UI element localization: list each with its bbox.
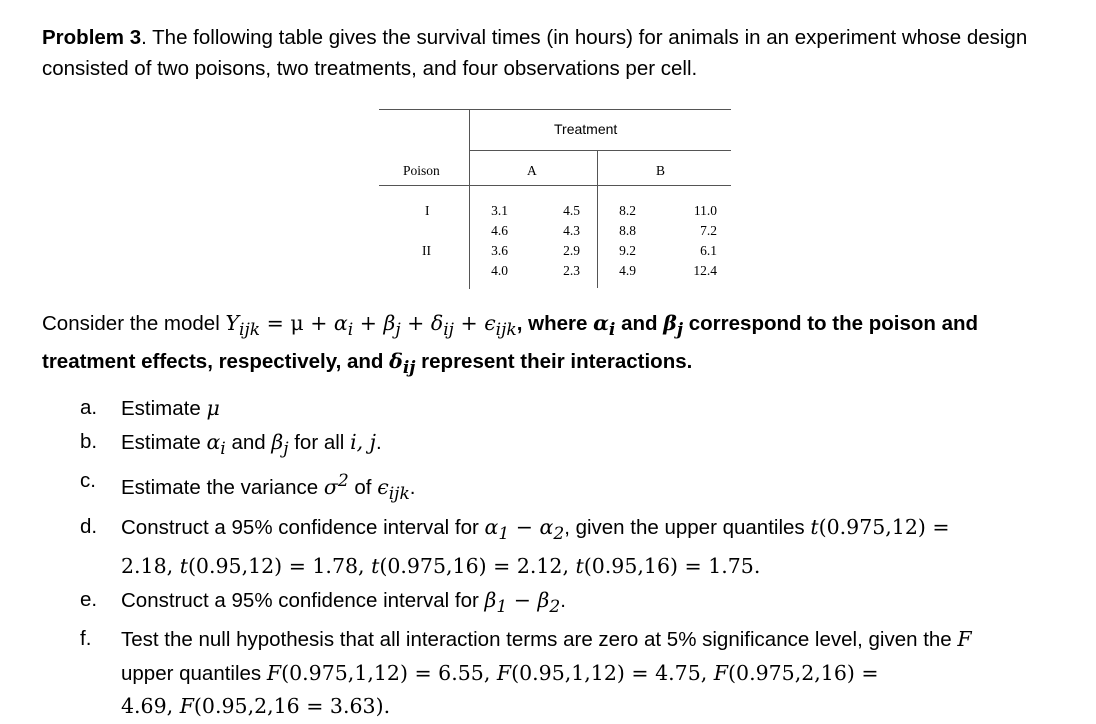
table-cell: 7.2	[700, 223, 717, 238]
beta-difference: $\beta_1 - \beta_2$	[484, 587, 561, 617]
quantile-text: (0.95,16) = 1.75.	[583, 554, 761, 579]
problem-heading: Problem 3	[42, 26, 142, 49]
table-left-rule	[469, 109, 470, 289]
quantile-text: (0.95,12) = 1.78,	[187, 554, 372, 579]
f-symbol: F	[957, 627, 972, 652]
question-text: of	[348, 475, 378, 499]
quantile-text: 4.69,	[121, 694, 180, 719]
table-cell: 11.0	[693, 203, 717, 218]
model-text: , where	[516, 312, 594, 335]
problem-intro	[42, 22, 1052, 84]
survival-table	[379, 109, 731, 289]
model-text: correspond to the poison and treatment effects, respectively, and	[42, 312, 979, 374]
alpha-i: $\alpha_i$	[206, 429, 226, 459]
quantile-text: (0.975,1,12) = 6.55,	[281, 660, 497, 685]
table-cell: 12.4	[693, 263, 717, 278]
question-text: upper quantiles	[121, 661, 267, 685]
beta-j: $\beta_j$	[271, 429, 289, 459]
table-cell: 3.1	[491, 203, 508, 218]
table-cell: 2.9	[563, 243, 580, 258]
question-text: Estimate	[121, 430, 207, 454]
quantile-text: (0.975,16) = 2.12,	[379, 554, 576, 579]
table-cell: 4.0	[491, 263, 508, 278]
epsilon-ijk: $\epsilon_{ijk}$	[377, 474, 410, 505]
question-text: Construct a 95% confidence interval for	[121, 588, 485, 612]
question-f	[80, 623, 1070, 724]
question-label: f.	[80, 627, 92, 651]
question-text: Estimate	[121, 397, 207, 420]
delta-ij: $\delta_{ij}$	[389, 349, 416, 379]
quantile-text: (0.95,2,16 = 3.63).	[193, 694, 391, 719]
alpha-difference: $\alpha_1 - \alpha_2$	[484, 514, 565, 544]
t-quantile: t	[810, 514, 819, 539]
quantile-text: (0.975,2,16) =	[728, 660, 879, 685]
question-text: and	[225, 430, 272, 454]
table-cell: 3.6	[491, 243, 508, 258]
model-text: and	[615, 312, 664, 335]
quantile-text: 2.18,	[121, 554, 180, 579]
question-b: b. Estimate $\alpha_i$ and $\beta_j$ for all i, j.	[80, 426, 1070, 466]
question-list	[80, 392, 1070, 724]
beta-j: $\beta_j$	[663, 311, 684, 341]
index-ij: i, j	[350, 429, 377, 454]
t-quantile: t	[179, 554, 188, 579]
table-cell: 8.2	[619, 203, 636, 218]
question-label: e.	[80, 587, 98, 611]
t-quantile: t	[371, 554, 380, 579]
treatment-rule	[469, 150, 731, 151]
question-label: c.	[80, 469, 96, 493]
table-cell: 4.3	[563, 223, 580, 238]
treatment-b-header: B	[656, 163, 666, 178]
question-label: b.	[80, 429, 98, 453]
model-description	[42, 308, 1052, 384]
header-bottom-rule	[379, 185, 731, 186]
treatment-header: Treatment	[554, 121, 618, 137]
quantile-text: (0.975,12) =	[818, 514, 950, 539]
poison-header: Poison	[403, 163, 440, 178]
f-quantile: F	[266, 660, 282, 685]
model-text: represent their interactions.	[415, 350, 693, 374]
quantile-text: (0.95,1,12) = 4.75,	[511, 660, 714, 685]
poison-label: II	[422, 243, 431, 258]
question-d	[80, 511, 1070, 584]
question-text: for all	[288, 430, 351, 454]
table-cell: 4.6	[491, 223, 508, 238]
question-c: c. Estimate the variance $\sigma^2$ of $\epsilon_{ijk}$.	[80, 465, 1070, 510]
table-cell: 2.3	[563, 263, 580, 278]
problem-intro-text: . The following table gives the survival times (in hours) for animals in an experiment whose design consisted of two poisons, two treatments, and four observations per cell.	[42, 26, 1028, 80]
model-equation: $Y_{ijk} = \mu + \alpha_i + \beta_j + \delta_{ij} + \epsilon_{ijk}$	[225, 311, 517, 341]
sigma-squared: $\sigma^2$	[323, 471, 349, 499]
table-cell: 4.9	[619, 263, 636, 278]
alpha-i: $\alpha_i$	[593, 311, 616, 341]
table-cell: 4.5	[563, 203, 580, 218]
question-label: d.	[80, 514, 98, 538]
question-e: e. Construct a 95% confidence interval for $\beta_1 - \beta_2$.	[80, 584, 1070, 624]
model-text: Consider the model	[42, 312, 226, 335]
treatment-a-header: A	[527, 163, 537, 178]
question-text: , given the upper quantiles	[564, 515, 811, 539]
table-top-rule	[379, 109, 731, 110]
question-text: Construct a 95% confidence interval for	[121, 515, 485, 539]
f-quantile: F	[713, 660, 729, 685]
f-quantile: F	[496, 660, 512, 685]
table-cell: 8.8	[619, 223, 636, 238]
question-text: Test the null hypothesis that all interaction terms are zero at 5% significance level, given the	[121, 628, 958, 652]
poison-label: I	[425, 203, 430, 218]
table-cell: 6.1	[700, 243, 717, 258]
t-quantile: t	[575, 554, 584, 579]
table-cell: 9.2	[619, 243, 636, 258]
mu-symbol: μ	[206, 396, 220, 420]
question-a	[80, 392, 1070, 426]
f-quantile: F	[179, 694, 194, 719]
question-label: a.	[80, 396, 98, 419]
question-text: Estimate the variance	[121, 475, 324, 499]
